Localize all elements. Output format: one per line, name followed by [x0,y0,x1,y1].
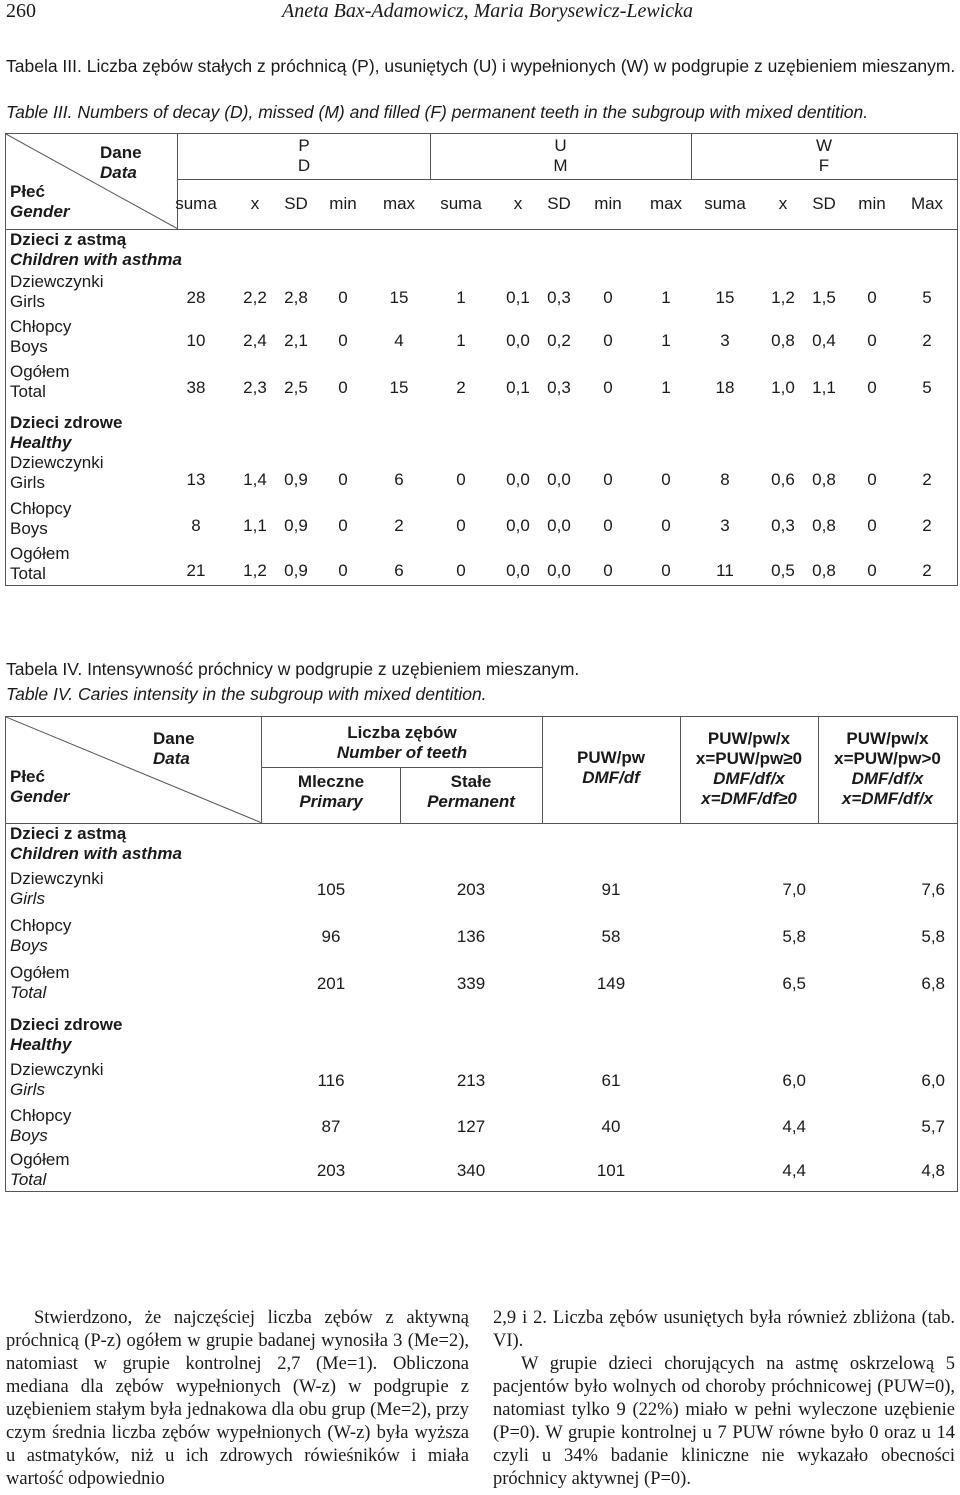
table3-cell: 0,8 [771,331,795,350]
body-paragraph: 2,9 i 2. Liczba zębów usuniętych była również zbliżona (tab. VI). [493,1308,955,1351]
table4-cell: 7,6 [921,880,945,899]
body-paragraph: W grupie dzieci chorujących na astmę oskrzelową 5 pacjentów było wolnych od choroby próchnicowej (PUW=0), natomiast tylko 9 (22%) miało w pełni wyleczone uzębienie (P=0). W grupie kontrolnej u 7 PUW równe było 0 oraz u 14 czyli u 34% badanie kliniczne nie wykazało obecności próchnicy aktywnej (P=0). [493,1354,955,1489]
table4-cell: 40 [601,1117,621,1136]
table4-teeth-header-en: Number of teeth [336,743,468,762]
table4-caption-en: Table IV. Caries intensity in the subgroup with mixed dentition. [6,684,487,704]
table3-corner-gender-en: Gender [10,202,70,221]
table3-corner-data-en: Data [100,163,137,182]
table3-row-label: Chłopcy [10,317,72,336]
table4-cell: 339 [456,974,486,993]
table3-cell: 0,3 [547,288,571,307]
body-column-left [6,1307,469,1491]
table4-cell: 6,0 [782,1071,806,1090]
table3-cell: 0,8 [812,561,836,580]
table3-group-rule [691,179,957,180]
table3-cell: 0 [338,561,348,580]
table3-group-header: W [815,136,833,155]
table4-col-x1-l2: x=PUW/pw>0 [834,749,941,768]
table3-cell: 0 [603,470,613,489]
table3-col-header: max [649,194,683,213]
table3-cell: 2,4 [243,331,267,350]
table4-col-x1-l4: x=DMF/df/x [841,789,934,808]
table4-row-label: Ogółem [10,1150,70,1169]
table3-group-header: U [554,136,567,155]
table3-cell: 1,2 [771,288,795,307]
table3-section-label: Children with asthma [10,250,182,269]
table3-row-label: Ogółem [10,362,70,381]
table3-cell: 0 [338,516,348,535]
table3-col-header: suma [175,194,217,213]
table3-cell: 0 [661,470,671,489]
table3-cell: 1 [456,288,466,307]
table3-cell: 0,9 [284,470,308,489]
table4-permanent-en: Permanent [427,792,515,811]
table4-cell: 5,7 [921,1117,945,1136]
table4-cell: 58 [601,927,621,946]
table4-row-label: Ogółem [10,963,70,982]
table3-col-header: x [513,194,523,213]
table3-cell: 0 [456,561,466,580]
table3-cell: 0,3 [547,378,571,397]
table3-cell: 11 [716,561,734,580]
table3-row-label: Dziewczynki [10,453,104,472]
table4-primary-pl: Mleczne [297,772,365,791]
table4-col-x0-l3: DMF/df/x [713,769,785,788]
table3-cell: 0,2 [547,331,571,350]
table4-col-x0-l2: x=PUW/pw≥0 [695,749,803,768]
table3-col-header: SD [547,194,571,213]
table4-cell: 127 [456,1117,486,1136]
table3-cell: 0,0 [506,331,530,350]
table4-section-label: Children with asthma [10,844,182,863]
table3-section-label: Dzieci z astmą [10,230,127,249]
table4 [5,716,958,1192]
table3-cell: 2 [922,516,932,535]
table3-cell: 0,9 [284,561,308,580]
table3-row-label: Girls [10,292,45,311]
table4-col-x0-l1: PUW/pw/x [707,729,791,748]
table3-col-header: min [594,194,622,213]
table4-section-label: Healthy [10,1035,72,1054]
table3-col-header: SD [812,194,836,213]
table3-cell: 2 [922,561,932,580]
table3-cell: 0 [456,470,466,489]
table3-cell: 0,5 [771,561,795,580]
table3-row-label: Boys [10,337,48,356]
table3-cell: 0 [867,470,877,489]
table4-cell: 87 [321,1117,341,1136]
table4-cell: 7,0 [782,880,806,899]
table4-cell: 4,8 [921,1161,945,1180]
table3-caption-pl: Tabela III. Liczba zębów stałych z próchnicą (P), usuniętych (U) i wypełnionych (W) w podgrupie z uzębieniem mieszanym. [6,56,956,76]
table3-cell: 13 [186,470,206,489]
table3-cell: 0 [867,288,877,307]
table4-cell: 136 [456,927,486,946]
table3-cell: 21 [186,561,206,580]
table3-cell: 5 [922,378,932,397]
table4-corner-gender-en: Gender [10,787,70,806]
table3-cell: 0,8 [812,470,836,489]
table3-cell: 0 [867,561,877,580]
table3-cell: 38 [186,378,206,397]
running-header-authors: Aneta Bax-Adamowicz, Maria Borysewicz-Lewicka [282,0,694,22]
table3-cell: 0 [338,288,348,307]
table3-row-label: Dziewczynki [10,272,104,291]
table4-col-x1-l1: PUW/pw/x [846,729,929,748]
table3-cell: 0,3 [771,516,795,535]
table3-corner-data-pl: Dane [100,143,142,162]
table4-header-rule [6,823,957,824]
table3-cell: 0,0 [506,470,530,489]
table4-cell: 96 [321,927,341,946]
table3-col-header: min [858,194,886,213]
table4-row-label: Boys [10,1126,48,1145]
table4-corner-data-pl: Dane [153,729,195,748]
table3-cell: 0,1 [506,378,530,397]
table4-cell: 340 [456,1161,486,1180]
table3-cell: 18 [715,378,735,397]
table3-cell: 6 [394,470,404,489]
body-paragraph: Stwierdzono, że najczęściej liczba zębów z aktywną próchnicą (P-z) ogółem w grupie badanej wynosiła 3 (Me=2), natomiast w grupie kontrolnej 2,7 (Me=1). Obliczona mediana dla zębów wypełnionych (W-z) w podgrupie z uzębieniem stałym była jednakowa dla obu grup (Me=2), przy czym średnia liczba zębów wypełnionych (W-z) była wyższa u astmatyków, niż u ich zdrowych rówieśników i miała wartość odpowiednio [6,1308,469,1489]
table3-cell: 2 [394,516,404,535]
table3-cell: 6 [394,561,404,580]
table3-cell: 0,0 [506,516,530,535]
table3-cell: 0 [661,516,671,535]
table4-col-x0-l4: x=DMF/df≥0 [701,789,797,808]
table4-caption-pl: Tabela IV. Intensywność próchnicy w podgrupie z uzębieniem mieszanym. [6,659,580,679]
table3-cell: 1 [661,331,671,350]
page-number: 260 [6,0,36,22]
table3-cell: 2,2 [243,288,267,307]
table4-cell: 5,8 [782,927,806,946]
table3-cell: 1,2 [243,561,267,580]
table3-section-label: Dzieci zdrowe [10,413,123,432]
table3-cell: 1,0 [771,378,795,397]
table3-cell: 3 [720,516,730,535]
table4-row-label: Total [10,983,47,1002]
table4-cell: 201 [316,974,346,993]
table3-cell: 2,5 [284,378,308,397]
table3-col-header: min [329,194,357,213]
table3-cell: 0,9 [284,516,308,535]
table3-col-header: max [382,194,416,213]
table4-row-label: Dziewczynki [10,1060,104,1079]
table3-cell: 0 [867,378,877,397]
table3-cell: 1,4 [243,470,267,489]
table3-cell: 1 [661,378,671,397]
table3-cell: 1,1 [243,516,267,535]
table3-col-header: x [778,194,788,213]
table3 [5,133,958,586]
table3-cell: 0,8 [812,516,836,535]
table3-cell: 8 [720,470,730,489]
table3-cell: 8 [191,516,201,535]
table3-row-label: Ogółem [10,544,70,563]
table4-section-label: Dzieci z astmą [10,824,127,843]
table4-cell: 6,0 [921,1071,945,1090]
table3-row-label: Girls [10,473,45,492]
table3-col-header: suma [704,194,746,213]
table3-row-label: Total [10,564,46,583]
table3-cell: 0,6 [771,470,795,489]
table3-col-header: SD [284,194,308,213]
table4-cell: 203 [316,1161,346,1180]
table3-cell: 0,4 [812,331,836,350]
table3-section-label: Healthy [10,433,72,452]
table3-row-label: Chłopcy [10,499,72,518]
table4-teeth-rule [262,767,542,768]
table3-group-header: P [298,136,310,155]
table3-cell: 0 [867,331,877,350]
table4-col-puw-l2: DMF/df [582,768,640,787]
table3-cell: 1,1 [812,378,836,397]
table3-group-header: F [818,156,830,175]
table3-cell: 0 [603,561,613,580]
table3-cell: 3 [720,331,730,350]
table3-cell: 0 [338,378,348,397]
table4-corner-data-en: Data [153,749,190,768]
table3-cell: 0 [338,331,348,350]
table3-cell: 15 [715,288,735,307]
table4-cell: 4,4 [782,1161,806,1180]
table3-cell: 1 [661,288,671,307]
table3-cell: 15 [389,378,409,397]
table3-cell: 0 [456,516,466,535]
table3-cell: 0,0 [547,470,571,489]
table4-cell: 6,5 [782,974,806,993]
table3-cell: 0,0 [547,516,571,535]
table3-cell: 1 [456,331,466,350]
table3-corner-gender-pl: Płeć [10,182,45,201]
body-column-right [493,1307,955,1491]
table3-cell: 0,0 [506,561,530,580]
table3-cell: 2,1 [284,331,308,350]
table3-cell: 0 [867,516,877,535]
table4-primary-en: Primary [299,792,363,811]
table3-row-label: Total [10,382,46,401]
table3-cell: 10 [186,331,206,350]
table4-section-label: Dzieci zdrowe [10,1015,123,1034]
table3-cell: 2,3 [243,378,267,397]
table3-group-rule [430,179,691,180]
table3-cell: 2 [922,331,932,350]
table3-cell: 0,1 [506,288,530,307]
table3-caption-en: Table III. Numbers of decay (D), missed (M) and filled (F) permanent teeth in the subgroup with mixed dentition. [6,102,869,122]
table3-cell: 0 [661,561,671,580]
table4-row-label: Girls [10,889,45,908]
table3-col-header: suma [440,194,482,213]
table3-cell: 2,8 [284,288,308,307]
table3-group-header: M [553,156,568,175]
table4-cell: 61 [601,1071,621,1090]
table3-cell: 2 [456,378,466,397]
table3-cell: 0 [603,516,613,535]
table3-cell: 2 [922,470,932,489]
table3-cell: 28 [186,288,206,307]
table4-corner-gender-pl: Płeć [10,767,45,786]
table3-group-rule [178,179,430,180]
table3-cell: 4 [394,331,404,350]
table4-row-label: Dziewczynki [10,869,104,888]
table3-cell: 0 [603,331,613,350]
table3-cell: 0 [338,470,348,489]
table3-row-label: Boys [10,519,48,538]
table3-cell: 1,5 [812,288,836,307]
table4-cell: 116 [317,1071,345,1090]
table3-cell: 0 [603,378,613,397]
table4-row-label: Chłopcy [10,916,72,935]
table4-cell: 91 [601,880,621,899]
table4-col-x1-l3: DMF/df/x [851,769,924,788]
table3-cell: 5 [922,288,932,307]
table4-row-label: Chłopcy [10,1106,72,1125]
table4-cell: 5,8 [921,927,945,946]
table4-cell: 6,8 [921,974,945,993]
table4-row-label: Total [10,1170,47,1189]
table3-header-rule [6,229,957,230]
table4-cell: 213 [456,1071,486,1090]
table3-cell: 0 [603,288,613,307]
table3-cell: 0,0 [547,561,571,580]
table4-cell: 101 [596,1161,626,1180]
table4-cell: 4,4 [782,1117,806,1136]
table4-permanent-pl: Stałe [450,772,492,791]
table4-cell: 149 [596,974,626,993]
table3-group-header: D [297,156,311,175]
table4-row-label: Boys [10,936,48,955]
table4-row-label: Girls [10,1080,45,1099]
table4-cell: 105 [316,880,346,899]
table3-col-header: x [250,194,260,213]
table3-col-header: Max [910,194,944,213]
table4-cell: 203 [456,880,486,899]
table3-cell: 15 [389,288,409,307]
table4-col-puw-l1: PUW/pw [577,748,645,767]
table4-teeth-header-pl: Liczba zębów [347,723,457,742]
